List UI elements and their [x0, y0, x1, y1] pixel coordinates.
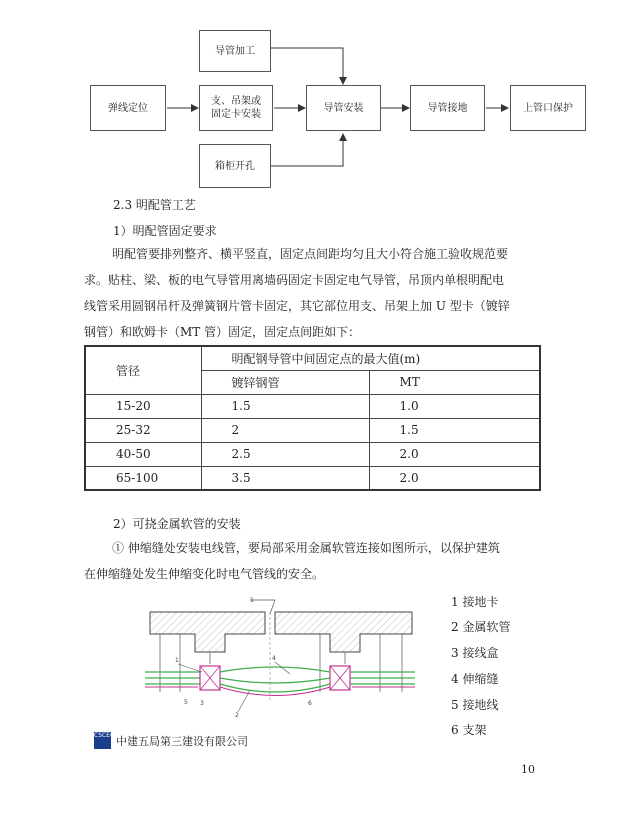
paragraph-line: 求。贴柱、梁、板的电气导管用离墙码固定卡固定电气导管，吊顶内单根明配电 [84, 273, 505, 287]
table-row [85, 466, 540, 490]
svg-text:3: 3 [200, 700, 204, 707]
legend-item: 2 金属软管 [451, 620, 511, 634]
header-max-spacing: 明配钢导管中间固定点的最大值(m) [201, 346, 540, 370]
flow-label: 支、吊架或 [211, 96, 261, 107]
cell-mt: 2.0 [369, 442, 540, 466]
table-row [85, 394, 540, 418]
cell-size: 15-20 [85, 394, 201, 418]
expansion-joint-diagram [140, 592, 430, 727]
header-galvanized: 镀锌钢管 [201, 370, 369, 394]
cell-size: 25-32 [85, 418, 201, 442]
subheading-fixing: 1）明配管固定要求 [113, 224, 217, 238]
flow-box-cabinet [199, 144, 271, 188]
legend-item: 4 伸缩缝 [451, 672, 499, 686]
flow-label: 上管口保护 [523, 102, 573, 114]
table-row [85, 442, 540, 466]
flow-label: 箱柜开孔 [215, 160, 255, 172]
flow-box-install [306, 85, 381, 131]
flow-label: 导管加工 [215, 45, 255, 57]
cell-steel: 2.5 [201, 442, 369, 466]
header-mt: MT [369, 370, 540, 394]
flow-box-bounce [90, 85, 166, 131]
svg-text:2: 2 [235, 712, 239, 719]
svg-text:4: 4 [272, 655, 276, 662]
table-header-row [85, 346, 540, 370]
table-row [85, 418, 540, 442]
svg-text:5: 5 [184, 699, 188, 706]
header-pipe-size: 管径 [85, 346, 201, 394]
cell-size: 65-100 [85, 466, 201, 490]
right-slab [275, 612, 412, 652]
flow-label: 导管安装 [323, 102, 364, 114]
subheading-flexible: 2）可挠金属软管的安装 [113, 517, 241, 531]
flow-label: 弹线定位 [108, 102, 148, 114]
company-name: 中建五局第三建设有限公司 [116, 734, 248, 748]
paragraph-line: ① 伸缩缝处安装电线管，要局部采用金属软管连接如图所示，以保护建筑 [112, 541, 500, 555]
paragraph-line: 明配管要排列整齐、横平竖直，固定点间距均匀且大小符合施工验收规范要 [112, 247, 509, 261]
legend-item: 1 接地卡 [451, 595, 499, 609]
paragraph-line: 在伸缩缝处发生伸缩变化时电气管线的安全。 [84, 567, 325, 581]
cell-steel: 3.5 [201, 466, 369, 490]
fixing-spacing-table [84, 345, 541, 491]
cell-steel: 2 [201, 418, 369, 442]
legend-item: 3 接线盒 [451, 646, 499, 660]
footer [94, 732, 248, 749]
flow-box-processing [199, 30, 271, 72]
paragraph-fixing [84, 241, 540, 345]
flow-box-ground [410, 85, 485, 131]
paragraph-flexible [84, 535, 540, 587]
legend-item: 5 接地线 [451, 698, 499, 712]
paragraph-line: 钢管）和欧姆卡（MT 管）固定，固定点间距如下： [84, 325, 361, 339]
page-number: 10 [521, 763, 535, 776]
paragraph-line: 线管采用圆钢吊杆及弹簧钢片管卡固定，其它部位用支、吊架上加 U 型卡（镀锌 [84, 299, 510, 313]
section-heading: 2.3 明配管工艺 [113, 198, 196, 212]
cell-mt: 2.0 [369, 466, 540, 490]
cell-mt: 1.0 [369, 394, 540, 418]
flow-label: 导管接地 [427, 102, 468, 114]
flow-box-protect [510, 85, 586, 131]
cell-size: 40-50 [85, 442, 201, 466]
svg-text:6: 6 [308, 700, 312, 707]
cell-steel: 1.5 [201, 394, 369, 418]
svg-text:1: 1 [250, 597, 254, 604]
flow-label: 固定卡安装 [211, 109, 261, 120]
legend-item: 6 支架 [451, 723, 487, 737]
left-slab [150, 612, 265, 652]
cell-mt: 1.5 [369, 418, 540, 442]
svg-text:1: 1 [175, 657, 179, 664]
company-logo-icon: CSCEC [94, 732, 111, 749]
flow-box-support [199, 85, 273, 131]
